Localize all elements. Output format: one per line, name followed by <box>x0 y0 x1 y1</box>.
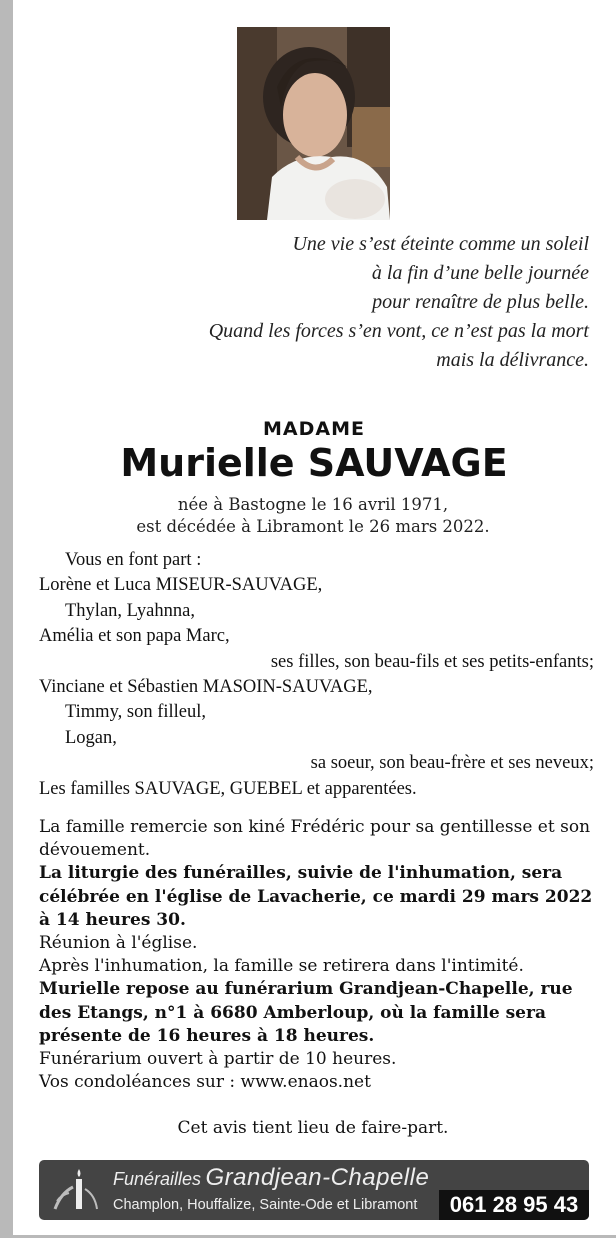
birth-line: née à Bastogne le 16 avril 1971, <box>177 495 449 514</box>
liturgy-text: La liturgie des funérailles, suivie de l'inhumation, sera célébrée en l'église de Lavacherie, ce mardi 29 mars 2022 à 14 heures 30. <box>39 863 593 930</box>
banner-locations: Champlon, Houffalize, Sainte-Ode et Libramont <box>113 1197 418 1213</box>
thanks-text: La famille remercie son kiné Frédéric pour sa gentillesse et son dévouement. <box>39 817 591 861</box>
family-line: ses filles, son beau-fils et ses petits-enfants; <box>270 651 594 672</box>
family-line: Thylan, Lyahnna, <box>65 600 195 621</box>
family-line: Logan, <box>65 727 117 748</box>
poem-line: mais la délivrance. <box>436 349 589 371</box>
meeting-text: Réunion à l'église. <box>39 933 198 954</box>
left-border <box>0 0 13 1238</box>
funeral-details <box>39 816 599 1094</box>
condolences-text: Vos condoléances sur : www.enaos.net <box>39 1072 371 1093</box>
phone-number: 061 28 95 43 <box>439 1190 589 1220</box>
family-intro: Vous en font part : <box>65 550 202 570</box>
family-list <box>39 548 594 802</box>
funeral-home-banner <box>39 1160 589 1220</box>
family-line: Les familles SAUVAGE, GUEBEL et apparentées. <box>39 778 417 799</box>
after-text: Après l'inhumation, la famille se retirera dans l'intimité. <box>39 956 524 977</box>
family-line: Lorène et Luca MISEUR-SAUVAGE, <box>39 575 323 596</box>
family-line: Amélia et son papa Marc, <box>39 626 230 647</box>
family-line: Vinciane et Sébastien MASOIN-SAUVAGE, <box>39 677 373 698</box>
banner-prefix: Funérailles <box>113 1169 202 1189</box>
notice-text: Cet avis tient lieu de faire-part. <box>177 1118 449 1138</box>
birth-death-info <box>0 494 616 538</box>
poem-line: à la fin d’une belle journée <box>371 262 589 284</box>
portrait-photo <box>237 27 390 220</box>
poem-line: Une vie s’est éteinte comme un soleil <box>292 233 589 255</box>
family-line: sa soeur, son beau-frère et ses neveux; <box>310 753 594 774</box>
death-line: est décédée à Libramont le 26 mars 2022. <box>136 517 490 536</box>
honorific: MADAME <box>263 418 365 440</box>
banner-name: Grandjean-Chapelle <box>205 1164 430 1191</box>
family-line: Timmy, son filleul, <box>65 702 206 723</box>
candle-logo-icon <box>49 1165 101 1215</box>
banner-title <box>113 1164 429 1192</box>
opening-text: Funérarium ouvert à partir de 10 heures. <box>39 1049 397 1070</box>
poem <box>129 230 589 375</box>
poem-line: pour renaître de plus belle. <box>372 291 589 313</box>
rest-text: Murielle repose au funérarium Grandjean-Chapelle, rue des Etangs, n°1 à 6680 Amberloup, où la famille sera présente de 16 heures à 18 heures. <box>39 979 573 1046</box>
poem-line: Quand les forces s’en vont, ce n’est pas la mort <box>208 320 589 342</box>
deceased-name: Murielle SAUVAGE <box>120 441 508 485</box>
